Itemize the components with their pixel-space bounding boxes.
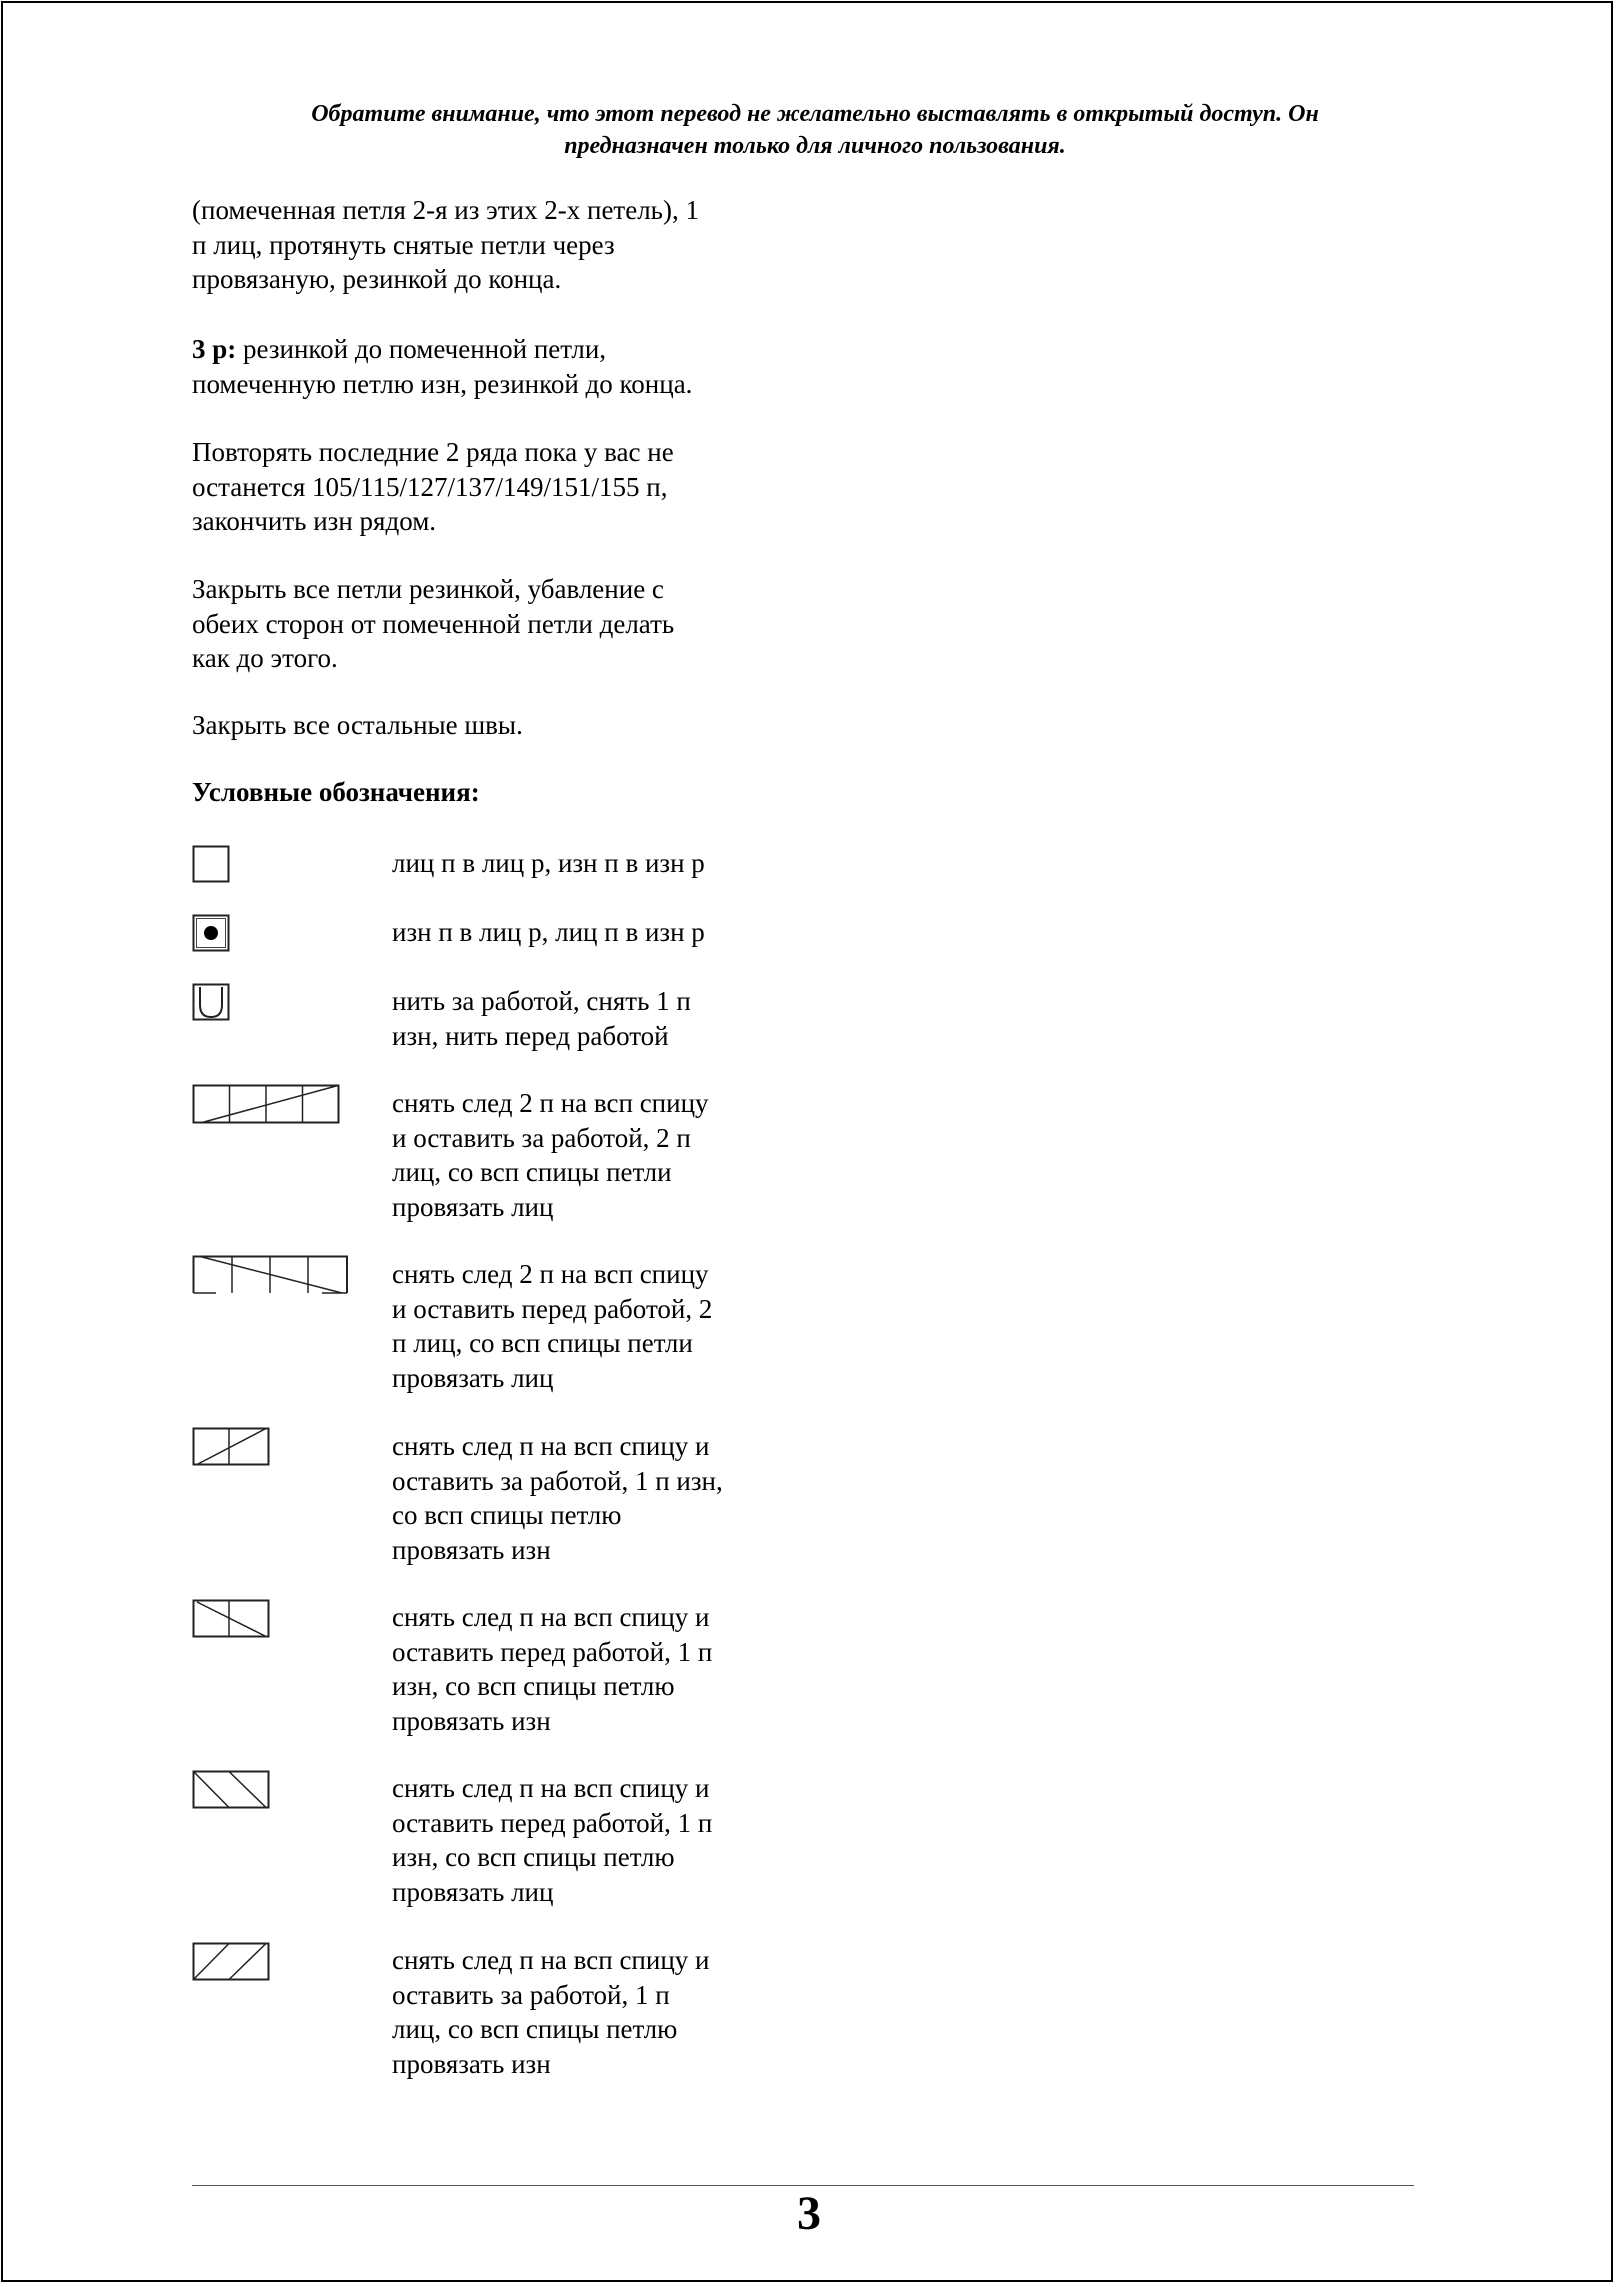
- legend-item-9: [392, 1943, 792, 2081]
- text-line: Повторять последние 2 ряда пока у вас не: [192, 437, 674, 467]
- legend-text: оставить за работой, 1 п: [392, 1979, 670, 2010]
- legend-text: снять след п на всп спицу и: [392, 1431, 710, 1461]
- legend-text: провязать лиц: [392, 1876, 554, 1907]
- legend-text: лиц, со всп спицы петли: [392, 1157, 672, 1187]
- cable-2-2-right-icon: [192, 1084, 342, 1124]
- text-line: закончить изн рядом.: [192, 506, 437, 536]
- legend-text: и оставить перед работой, 2: [392, 1293, 713, 1324]
- legend-item-4: [392, 1086, 792, 1224]
- text-line: помеченную петлю изн, резинкой до конца.: [192, 368, 693, 399]
- paragraph-4: [192, 572, 792, 676]
- notice-line-2: предназначен только для личного пользования.: [564, 133, 1066, 159]
- legend-text: оставить перед работой, 1 п: [392, 1807, 713, 1838]
- text-line: резинкой до помеченной петли,: [236, 334, 607, 364]
- legend-item-1: [392, 846, 792, 881]
- text-line: провязаную, резинкой до конца.: [192, 264, 562, 294]
- legend-text: провязать лиц: [392, 1362, 554, 1393]
- paragraph-1: [192, 193, 792, 297]
- legend-text: снять след 2 п на всп спицу: [392, 1259, 709, 1289]
- legend-text: и оставить за работой, 2 п: [392, 1122, 691, 1153]
- legend-item-5: [392, 1257, 792, 1395]
- legend-text: провязать изн: [392, 2048, 551, 2079]
- page-number: 3: [797, 2187, 821, 2240]
- legend-item-3: [392, 984, 792, 1053]
- legend-text: снять след 2 п на всп спицу: [392, 1088, 709, 1118]
- paragraph-3: [192, 435, 792, 539]
- legend-text: изн п в лиц р, лиц п в изн р: [392, 917, 705, 947]
- slip-stitch-icon: [192, 983, 232, 1023]
- legend-item-7: [392, 1600, 792, 1738]
- legend-item-8: [392, 1771, 792, 1909]
- legend-text: оставить перед работой, 1 п: [392, 1636, 713, 1667]
- legend-text: лиц п в лиц р, изн п в изн р: [392, 848, 705, 878]
- text-line: п лиц, протянуть снятые петли через: [192, 229, 615, 260]
- legend-text: изн, со всп спицы петлю: [392, 1842, 675, 1872]
- text-line: останется 105/115/127/137/149/151/155 п,: [192, 471, 668, 502]
- paragraph-2: [192, 332, 792, 401]
- legend-text: снять след п на всп спицу и: [392, 1602, 710, 1632]
- legend-text: п лиц, со всп спицы петли: [392, 1328, 693, 1358]
- cable-2-2-left-icon: [192, 1255, 350, 1295]
- legend-text: со всп спицы петлю: [392, 1500, 622, 1530]
- legend-title: Условные обозначения:: [192, 777, 480, 807]
- legend-text: снять след п на всп спицу и: [392, 1945, 710, 1975]
- knit-square-icon: [192, 845, 232, 885]
- purl-dot-icon: [192, 914, 232, 954]
- cross-1-1-left-purl-icon: [192, 1599, 272, 1639]
- text-line: Закрыть все остальные швы.: [192, 710, 523, 740]
- text-line: (помеченная петля 2-я из этих 2-х петель), 1: [192, 195, 699, 225]
- legend-text: провязать изн: [392, 1705, 551, 1736]
- copyright-notice: [190, 98, 1440, 162]
- cross-1-1-right-knit-icon: [192, 1942, 272, 1982]
- cross-1-1-left-knit-icon: [192, 1770, 272, 1810]
- text-line: как до этого.: [192, 643, 338, 673]
- paragraph-5: [192, 708, 792, 743]
- legend-text: оставить за работой, 1 п изн,: [392, 1465, 723, 1496]
- legend-text: нить за работой, снять 1 п: [392, 986, 691, 1016]
- legend-text: провязать изн: [392, 1534, 551, 1565]
- row-label: 3 р:: [192, 334, 237, 364]
- legend-item-6: [392, 1429, 792, 1567]
- cross-1-1-right-purl-icon: [192, 1427, 272, 1467]
- legend-text: провязать лиц: [392, 1191, 554, 1222]
- legend-text: снять след п на всп спицу и: [392, 1773, 710, 1803]
- legend-text: лиц, со всп спицы петлю: [392, 2014, 678, 2044]
- legend-text: изн, со всп спицы петлю: [392, 1671, 675, 1701]
- legend-item-2: [392, 915, 792, 950]
- text-line: обеих сторон от помеченной петли делать: [192, 608, 675, 639]
- text-line: Закрыть все петли резинкой, убавление с: [192, 574, 664, 604]
- notice-line-1: Обратите внимание, что этот перевод не желательно выставлять в открытый доступ. Он: [311, 101, 1319, 127]
- legend-text: изн, нить перед работой: [392, 1020, 669, 1051]
